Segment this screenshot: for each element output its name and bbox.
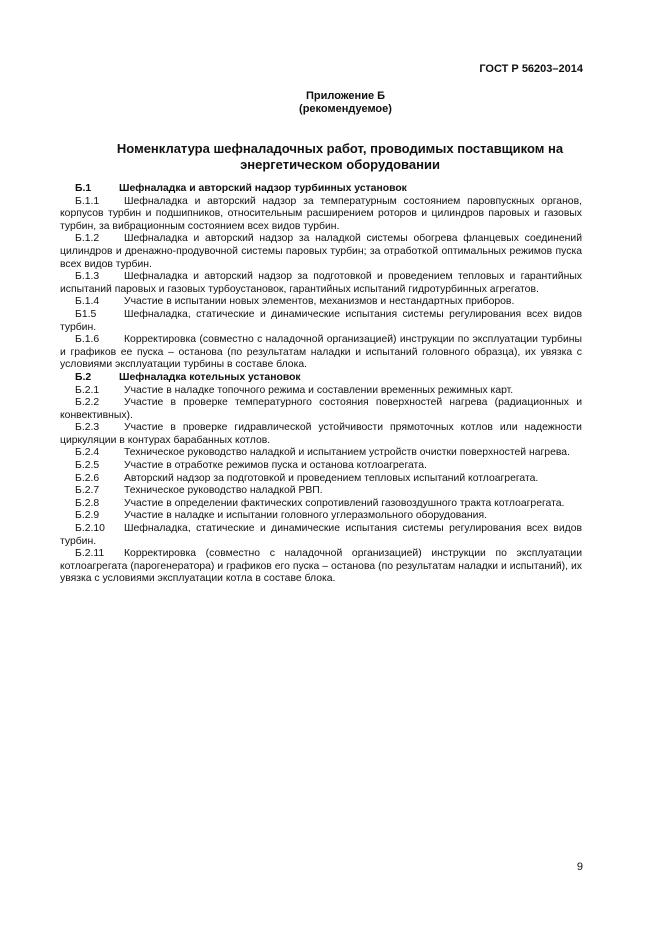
clause-paragraph	[60, 485, 582, 498]
clause-number: Б.1.1	[75, 195, 100, 207]
clause-number: Б.1.2	[75, 233, 100, 245]
clause-number: Б.2.10	[75, 523, 105, 535]
standard-header: ГОСТ Р 56203–2014	[479, 63, 583, 75]
clause-number: Б.2.6	[75, 472, 100, 484]
clause-number: Б.2.11	[75, 548, 105, 560]
clause-text: Шефналадка, статические и динамические испытания системы регулирования всех видов турбин.	[60, 523, 582, 547]
clause-number: Б.2.2	[75, 397, 100, 409]
clause-paragraph	[60, 460, 582, 473]
clause-paragraph	[60, 397, 582, 422]
section-number: Б.1	[75, 183, 92, 194]
clause-paragraph	[60, 233, 582, 271]
clause-text: Шефналадка и авторский надзор за подготовкой и проведением тепловых и гарантийных испытаний паровых и газовых турбоустановок, гарантийных испытаний гидротурбинных агрегатов.	[60, 271, 582, 295]
clause-paragraph	[60, 385, 582, 398]
clause-text: Шефналадка и авторский надзор за наладкой системы обогрева фланцевых соединений цилиндров и дренажно-продувочной системы паровых турбин; за отработкой оптимальных режимов пуска всех видов турбин.	[60, 233, 582, 270]
clause-text: Участие в наладке топочного режима и составлении временных режимных карт.	[124, 384, 514, 396]
section-number: Б.2	[75, 371, 92, 383]
clause-paragraph	[60, 510, 582, 523]
document-title-line-2: энергетическом оборудовании	[240, 157, 440, 172]
clause-text: Техническое руководство наладкой и испытанием устройств очистки поверхностей нагрева.	[124, 447, 570, 459]
section-heading	[60, 183, 582, 196]
clause-paragraph	[60, 473, 582, 486]
clause-text: Корректировка (совместно с наладочной организацией) инструкции по эксплуатации котлоагрегата (парогенератора) и графиков его пуска – останова (по результатам наладки и испытаний), их увязка с условиями эксплуатации котла в составе блока.	[60, 548, 582, 585]
clause-paragraph	[60, 309, 582, 334]
clause-number: Б.2.1	[75, 384, 100, 396]
clause-paragraph	[60, 498, 582, 511]
section-title: Шефналадка и авторский надзор турбинных установок	[119, 183, 407, 194]
clause-text: Корректировка (совместно с наладочной организацией) инструкции по эксплуатации турбины и графиков ее пуска – останова (по результатам наладки и испытаний головного образца), их увязка с условиями эксплуатации турбины в составе блока.	[60, 334, 582, 371]
appendix-title: Приложение Б	[305, 90, 386, 102]
clause-text: Участие в проверке гидравлической устойчивости прямоточных котлов или надежности циркуляции в контурах барабанных котлов.	[60, 422, 582, 446]
document-body	[60, 183, 582, 586]
clause-text: Участие в определении фактических сопротивлений газовоздушного тракта котлоагрегата.	[124, 497, 565, 509]
section-heading	[60, 372, 582, 385]
clause-text: Участие в наладке и испытании головного углеразмольного оборудования.	[124, 510, 487, 522]
clause-text: Участие в отработке режимов пуска и останова котлоагрегата.	[124, 460, 427, 472]
clause-number: Б.2.8	[75, 497, 100, 509]
clause-paragraph	[60, 447, 582, 460]
clause-text: Шефналадка и авторский надзор за температурным состоянием паровпускных органов, корпусов турбин и подшипников, относительным расширением роторов и цилиндров паровых и газовых турбин, за вибрационным состоянием всех видов турбин.	[60, 195, 582, 232]
clause-number: Б1.5	[75, 308, 97, 320]
clause-number: Б.1.3	[75, 271, 100, 283]
clause-text: Шефналадка, статические и динамические испытания системы регулирования всех видов турбин.	[60, 308, 582, 333]
clause-number: Б.2.3	[75, 422, 100, 434]
clause-paragraph	[60, 548, 582, 586]
clause-paragraph	[60, 334, 582, 372]
clause-number: Б.2.7	[75, 485, 100, 497]
clause-number: Б.1.4	[75, 296, 100, 308]
clause-text: Авторский надзор за подготовкой и проведением тепловых испытаний котлоагрегата.	[124, 472, 539, 484]
clause-text: Техническое руководство наладкой РВП.	[124, 485, 323, 497]
appendix-status: (рекомендуемое)	[299, 103, 392, 115]
document-title-line-1: Номенклатура шефналадочных работ, проводимых поставщиком на	[116, 141, 564, 156]
clause-number: Б.2.4	[75, 447, 100, 459]
page-number: 9	[576, 861, 583, 873]
clause-text: Участие в проверке температурного состояния поверхностей нагрева (радиационных и конвективных).	[60, 397, 582, 421]
clause-paragraph	[60, 296, 582, 309]
clause-paragraph	[60, 523, 582, 548]
clause-paragraph	[60, 196, 582, 234]
section-title: Шефналадка котельных установок	[119, 371, 301, 383]
clause-number: Б.2.9	[75, 510, 100, 522]
clause-paragraph	[60, 271, 582, 296]
clause-paragraph	[60, 422, 582, 447]
clause-text: Участие в испытании новых элементов, механизмов и нестандартных приборов.	[124, 296, 515, 308]
document-title	[60, 141, 620, 173]
clause-number: Б.1.6	[75, 334, 100, 346]
clause-number: Б.2.5	[75, 460, 100, 472]
appendix-heading	[0, 90, 661, 116]
